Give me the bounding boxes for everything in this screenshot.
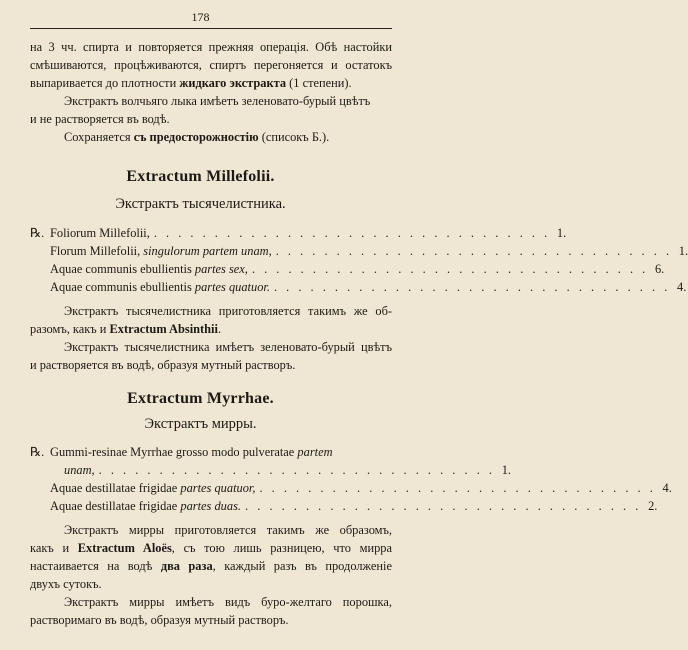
para2-line-6: растворимаго въ водѣ, образуя мутный растворъ. [30,613,289,627]
section-subtitle-millefolii: Экстрактъ тысячелистника. [115,196,286,212]
recipe-ingredient: Foliorum Millefolii, [50,226,150,240]
para1-line-4: и растворяется въ водѣ, образуя мутный растворъ. [30,358,296,372]
recipe-ingredient: Florum Millefolii, singulorum partem unam, [50,244,272,258]
para1-line-3: Экстрактъ тысячелистника имѣетъ зеленовато-бурый цвѣтъ [64,340,392,354]
recipe-ingredient: Gummi-resinae Myrrhae grosso modo pulveratae partem [50,445,333,459]
recipe-ingredient: Aquae communis ebullientis partes quatuor. [50,280,270,294]
recipe-line [30,224,567,242]
recipe-line [30,278,687,296]
recipe-line [30,497,658,515]
recipe-line [30,260,665,278]
para2-line-2: какъ и Extractum Aloës, съ тою лишь разницею, что мирра [30,541,392,555]
intro-line-5: и не растворяется въ водѣ. [30,112,170,126]
intro-line-3 [30,74,392,92]
recipe-ingredient-cont: unam, [64,463,95,477]
bold-term: жидкаго экстракта [179,76,287,90]
recipe-quantity: 4. [662,481,672,495]
recipe-ingredient: Aquae destillatae frigidae partes quatuor, [50,481,256,495]
recipe-quantity: 6. [654,262,665,276]
page-number: 178 [191,10,210,24]
leader-dots: . . . . . . . . . . . . . . . . . . . . . . . . . . . . . . . . . [251,262,649,276]
leader-dots: . . . . . . . . . . . . . . . . . . . . . . . . . . . . . . . . . [153,226,551,240]
recipe-symbol: ℞. [30,226,45,240]
section-title-millefolii: Extractum Millefolii. [126,168,275,185]
recipe-ingredient: Aquae communis ebullientis partes sex, [50,262,248,276]
para2-line-3: настаивается на водѣ два раза, каждый разъ въ продолженіе [30,559,393,573]
recipe-line [30,242,688,260]
bold-term: два раза [160,559,213,573]
intro-line-3-text: выпаривается до плотности жидкаго экстракта (1 степени). [30,76,352,90]
intro-line-2: смѣшиваются, процѣживаются, спиртъ перегоняется и остатокъ [30,58,392,72]
para2-line-5: Экстрактъ мирры имѣетъ видъ буро-желтаго порошка, [64,595,392,609]
para2-line-4: двухъ сутокъ. [30,577,102,591]
recipe-symbol: ℞. [30,445,45,459]
para1-line-2: разомъ, какъ и Extractum Absinthii. [30,322,222,336]
leader-dots: . . . . . . . . . . . . . . . . . . . . . . . . . . . . . . . . . [245,499,642,513]
recipe-quantity: 1. [556,226,567,240]
intro-line-1: на 3 чч. спирта и повторяется прежняя операція. Обѣ настойки [30,40,392,54]
recipe-quantity: 1. [678,244,688,258]
leader-dots: . . . . . . . . . . . . . . . . . . . . . . . . . . . . . . . . . [275,244,673,258]
recipe-quantity: 1. [501,463,511,477]
header-rule [30,28,392,29]
bold-term: Extractum Absinthii [109,322,218,336]
recipe-line [30,479,672,497]
intro-line-6: Сохраняется съ предосторожностію (списокъ Б.). [64,130,330,144]
recipe-quantity: 2. [648,499,658,513]
leader-dots: . . . . . . . . . . . . . . . . . . . . . . . . . . . . . . . . . [273,280,671,294]
para1-line-1: Экстрактъ тысячелистника приготовляется такимъ же об- [64,304,392,318]
recipe-line [30,443,392,461]
intro-line-4: Экстрактъ волчьяго лыка имѣетъ зеленовато-бурый цвѣтъ [64,94,371,108]
section-title-myrrhae: Extractum Myrrhae. [127,390,274,407]
bold-term: Extractum Aloës [77,541,172,555]
para2-line-1: Экстрактъ мирры приготовляется такимъ же образомъ, [64,523,392,537]
recipe-quantity: 4. [677,280,687,294]
bold-term: съ предосторожностію [133,130,259,144]
recipe-ingredient: Aquae destillatae frigidae partes duas. [50,499,241,513]
leader-dots: . . . . . . . . . . . . . . . . . . . . . . . . . . . . . . . . . [98,463,495,477]
leader-dots: . . . . . . . . . . . . . . . . . . . . . . . . . . . . . . . . . [259,481,656,495]
recipe-line [64,461,511,479]
section-subtitle-myrrhae: Экстрактъ мирры. [144,416,257,432]
